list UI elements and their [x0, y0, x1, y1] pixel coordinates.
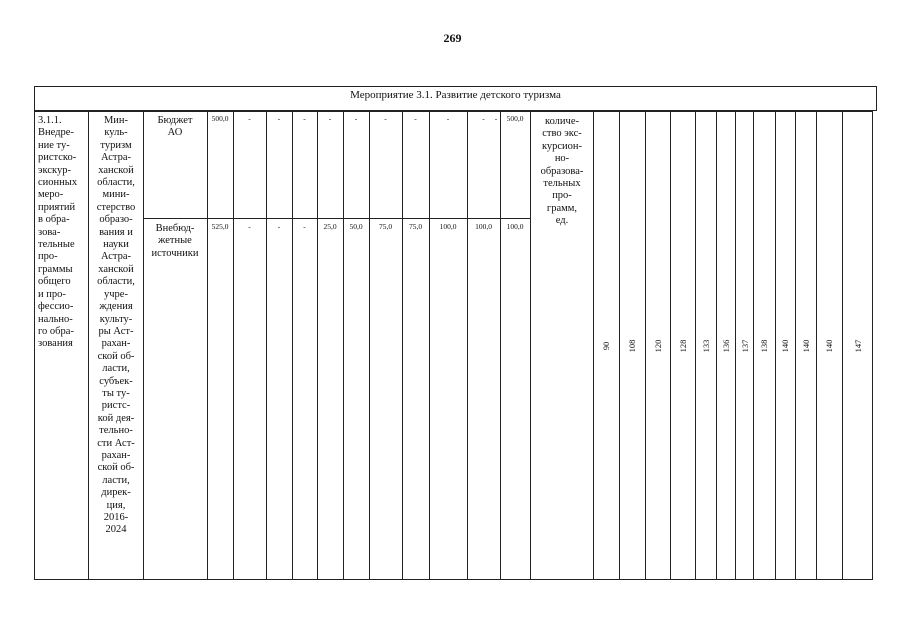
col-divider [795, 112, 796, 579]
budget-value: 500,0 [506, 114, 524, 123]
extrabudget-value: - [303, 222, 306, 231]
budget-value: - [446, 114, 450, 123]
source-budget-label: Бюджет АО [157, 115, 193, 139]
extrabudget-value: 100,0 [439, 222, 457, 231]
indicator-value: 128 [678, 339, 688, 353]
budget-value: - [303, 114, 306, 123]
indicator-value: 108 [627, 339, 637, 353]
col-divider [619, 112, 620, 579]
budget-value: - [328, 114, 332, 123]
col-divider [266, 112, 267, 579]
col-divider [292, 112, 293, 579]
extrabudget-value: - [277, 222, 281, 231]
extrabudget-value: 75,0 [408, 222, 423, 231]
col-divider [670, 112, 671, 579]
col-divider [402, 112, 403, 579]
indicator-value: 120 [653, 339, 663, 353]
col-divider [645, 112, 646, 579]
budget-value: - [277, 114, 281, 123]
budget-value: - [384, 114, 387, 123]
section-header [34, 86, 877, 111]
col-divider [143, 112, 144, 579]
col-divider [500, 112, 501, 579]
budget-value: - [414, 114, 417, 123]
col-divider [695, 112, 696, 579]
activity-code-cell: 3.1.1. Внедре- ние ту- ристско- экскур- сионных меро- приятий в обра- зова- тельные про- граммы общего и про- фессио- нально- го обра- зования [38, 115, 78, 350]
extrabudget-value: 525,0 [211, 222, 229, 231]
col-divider [369, 112, 370, 579]
extrabudget-value: 75,0 [378, 222, 393, 231]
indicator-value: 140 [780, 339, 790, 353]
indicator-value: 136 [721, 339, 731, 353]
col-divider [429, 112, 430, 579]
budget-value: - [494, 114, 498, 123]
activity-table [34, 111, 873, 580]
budget-value: - [354, 114, 358, 123]
extrabudget-value: 100,0 [506, 222, 524, 231]
indicator-value: 137 [740, 339, 750, 353]
budget-value: 500,0 [211, 114, 229, 123]
budget-value: - [482, 114, 485, 123]
col-divider [467, 112, 468, 579]
col-divider [816, 112, 817, 579]
indicator-value: 140 [824, 339, 834, 353]
col-divider [593, 112, 594, 579]
col-divider [716, 112, 717, 579]
indicator-value: 138 [759, 339, 769, 353]
col-divider [775, 112, 776, 579]
section-title: Мероприятие 3.1. Развитие детского туризма [350, 89, 561, 101]
indicator-value: 147 [853, 339, 863, 353]
executor-cell: Мин- куль- туризм Астра- ханской области, мини- стерство образо- вания и науки Астра- ханской области, учре- ждения культу- ры Аст- рахан- ской об- ласти, субъек- ты ту- ристс- кой дея- тельно- сти Аст- рахан- ской об- ласти, дирек- ция, 2016- 2024 [96, 115, 136, 536]
indicator-value: 133 [701, 339, 711, 353]
col-divider [317, 112, 318, 579]
extrabudget-value: 25,0 [323, 222, 337, 231]
col-divider [735, 112, 736, 579]
extrabudget-value: 100,0 [475, 222, 492, 231]
source-extrabudget-label: Внебюд- жетные источники [151, 223, 199, 259]
extrabudget-value: - [248, 222, 251, 231]
col-divider [753, 112, 754, 579]
indicator-value: 140 [801, 339, 811, 353]
page-number: 269 [443, 31, 462, 45]
budget-value: - [248, 114, 251, 123]
indicator-cell: количе- ство экс- курсион- но- образова- тельных про- грамм, ед. [540, 116, 584, 227]
extrabudget-value: 50,0 [349, 222, 363, 231]
indicator-value: 90 [601, 341, 611, 351]
source-row-divider [143, 218, 530, 219]
col-divider [343, 112, 344, 579]
col-divider [233, 112, 234, 579]
col-divider [842, 112, 843, 579]
col-divider [207, 112, 208, 579]
